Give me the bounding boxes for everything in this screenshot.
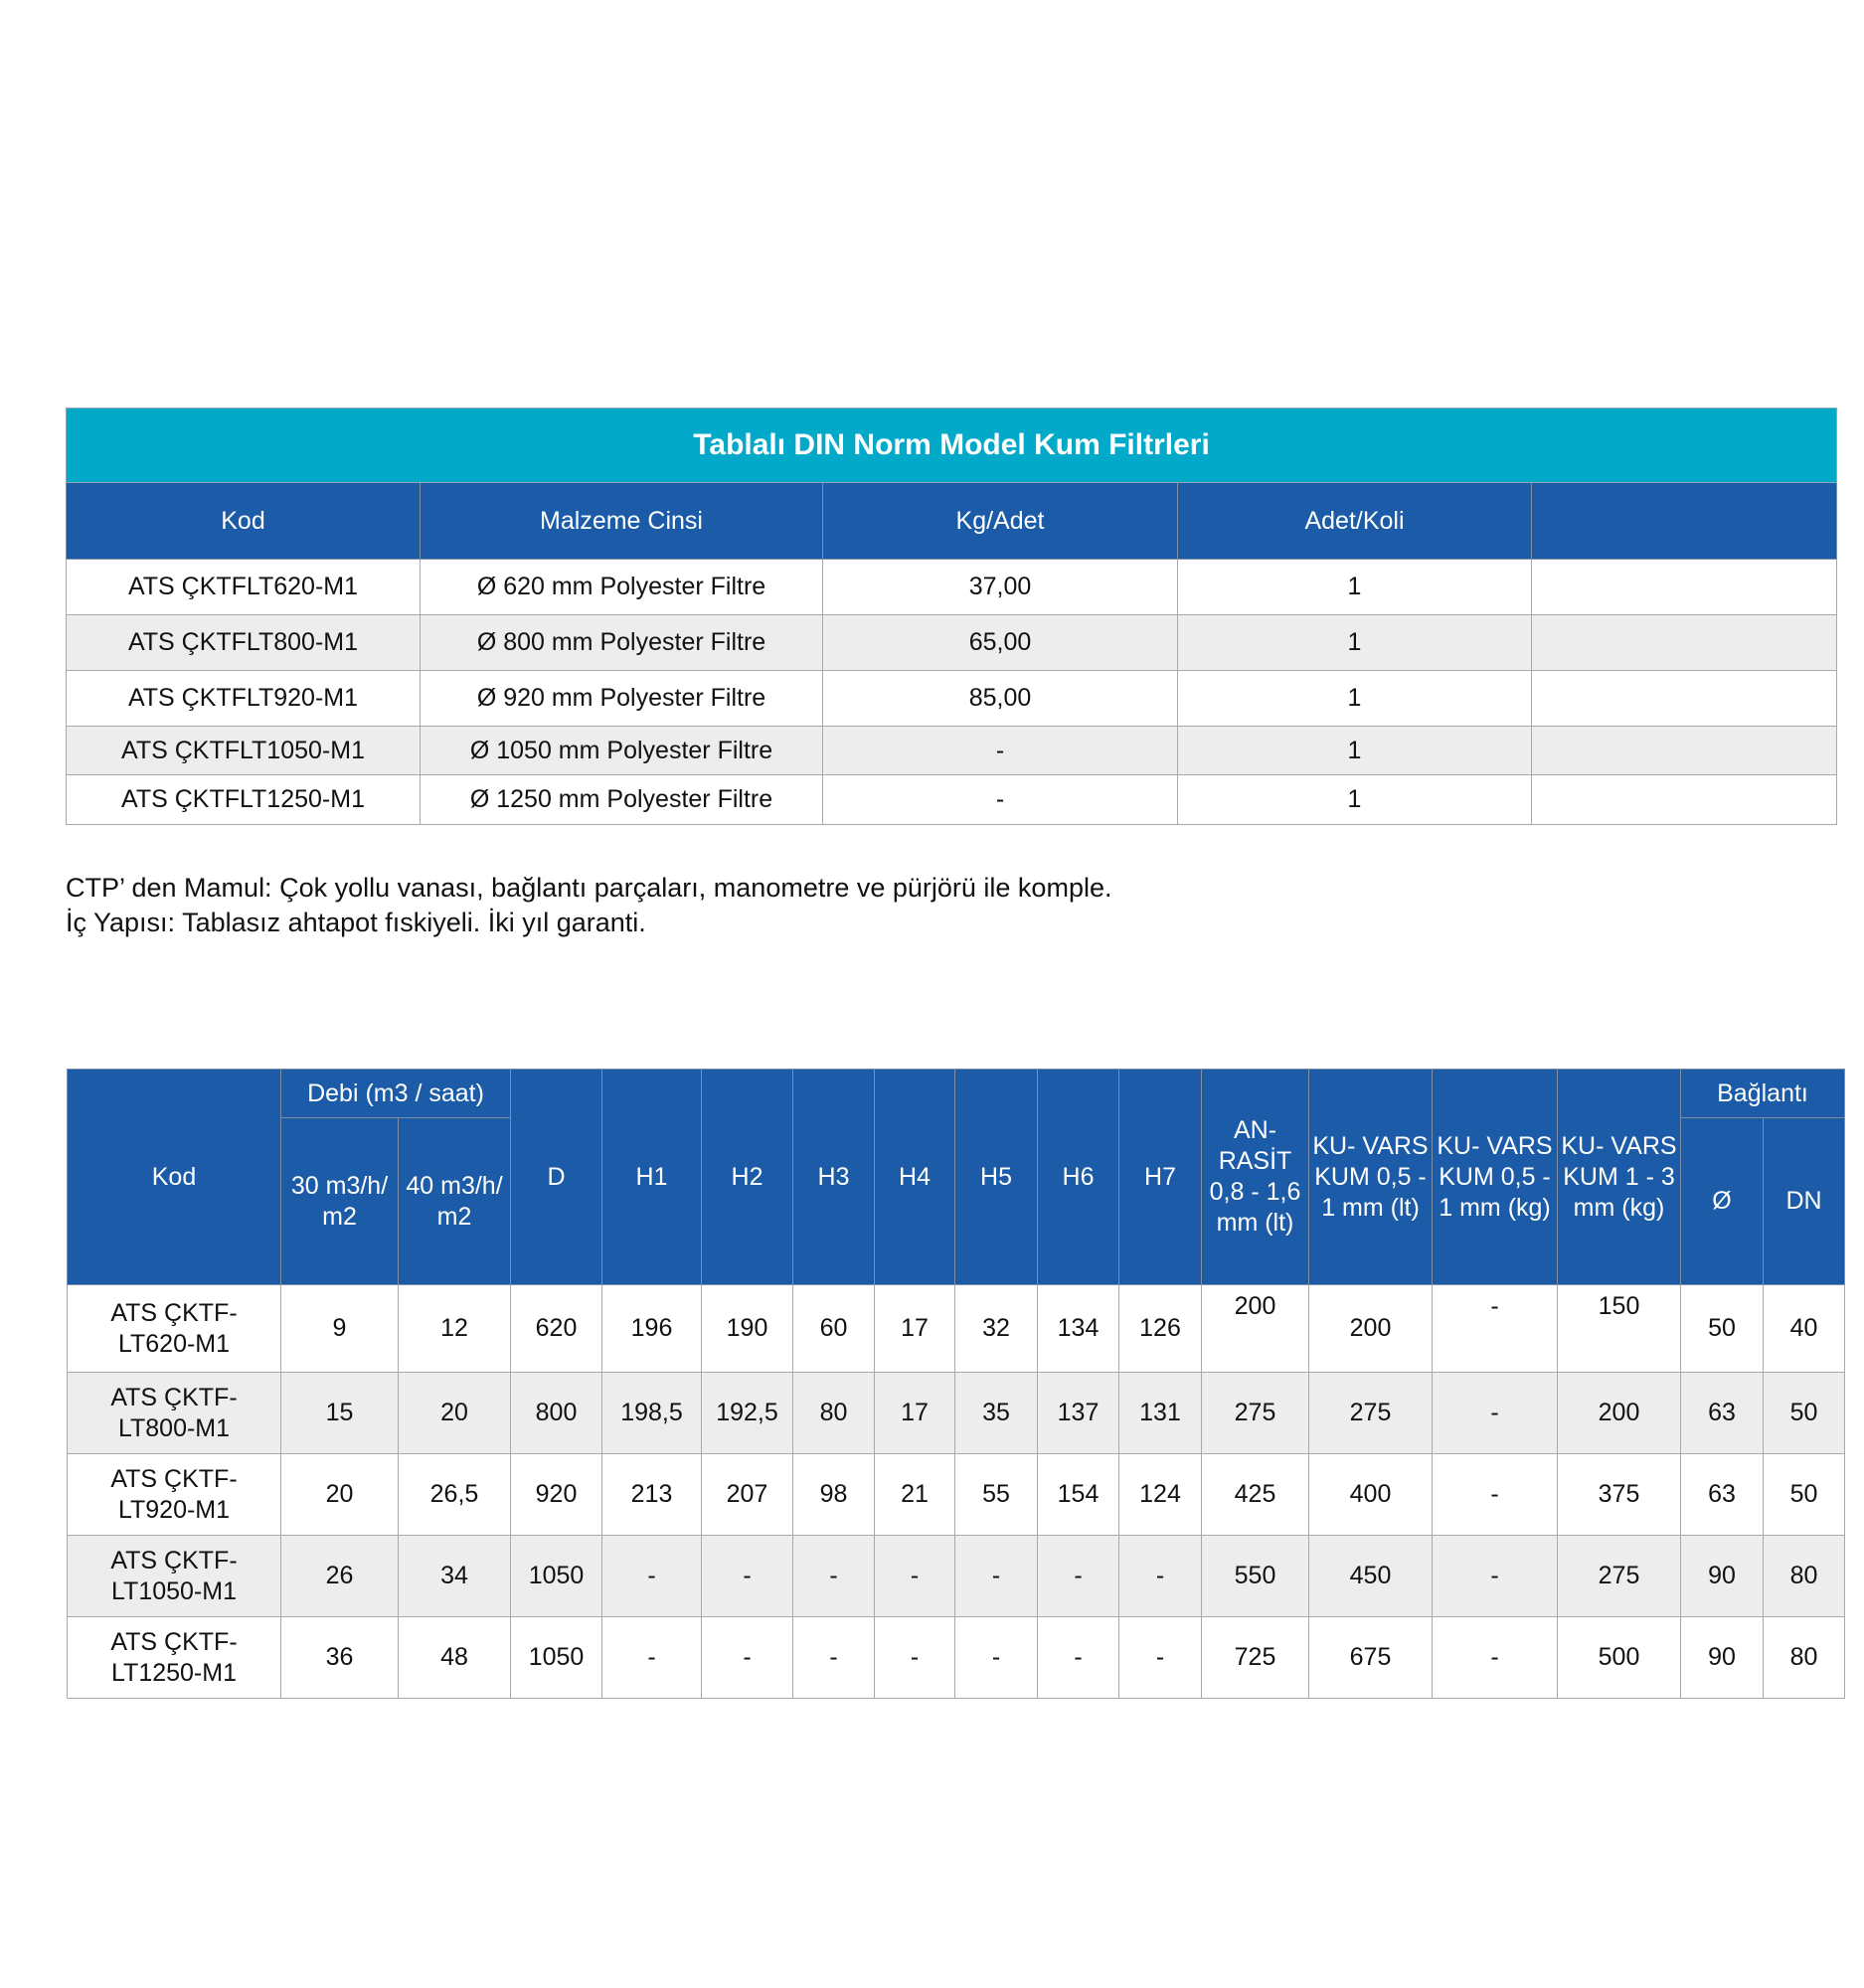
header-kod: Kod [68,1070,281,1285]
cell-antrasit: 425 [1202,1454,1309,1536]
cell-kuvars-kg-13: 275 [1558,1536,1681,1617]
cell-kod: ATS ÇKTF- LT1050-M1 [68,1536,281,1617]
header-baglanti-dn: DN [1764,1118,1845,1285]
cell-h4: - [875,1536,955,1617]
cell-debi-40: 12 [399,1285,511,1373]
cell-h3: - [793,1617,875,1699]
cell-debi-30: 26 [281,1536,399,1617]
cell-kuvars-lt: 400 [1309,1454,1433,1536]
cell-kg: 65,00 [823,615,1178,671]
cell-kod: ATS ÇKTF- LT800-M1 [68,1373,281,1454]
table-row [67,615,1837,671]
cell-h6: - [1038,1617,1119,1699]
header-baglanti-group: Bağlantı [1681,1070,1845,1118]
header-kuvars-kg-05: KU- VARS KUM 0,5 - 1 mm (kg) [1433,1070,1558,1285]
table-row [67,560,1837,615]
table-header-row [68,1070,1845,1118]
cell-d: 1050 [511,1617,602,1699]
cell-h4: 17 [875,1285,955,1373]
cell-kuvars-kg-13: 150 [1558,1285,1681,1373]
cell-kg: - [823,775,1178,825]
cell-adet: 1 [1178,727,1532,775]
cell-h2: - [702,1536,793,1617]
cell-kuvars-kg-05: - [1433,1454,1558,1536]
cell-debi-40: 20 [399,1373,511,1454]
cell-h1: - [602,1617,702,1699]
cell-h3: 60 [793,1285,875,1373]
cell-h4: 17 [875,1373,955,1454]
cell-antrasit: 200 [1202,1285,1309,1373]
cell-h3: 80 [793,1373,875,1454]
header-debi-40: 40 m3/h/ m2 [399,1118,511,1285]
cell-kg: - [823,727,1178,775]
cell-kuvars-kg-13: 500 [1558,1617,1681,1699]
cell-debi-40: 48 [399,1617,511,1699]
table-row [68,1454,1845,1536]
table-row [68,1373,1845,1454]
cell-h5: - [955,1536,1038,1617]
cell-d: 920 [511,1454,602,1536]
cell-h1: 196 [602,1285,702,1373]
cell-debi-30: 36 [281,1617,399,1699]
cell-h2: 190 [702,1285,793,1373]
cell-empty [1532,671,1837,727]
cell-kuvars-kg-05: - [1433,1373,1558,1454]
cell-debi-30: 15 [281,1373,399,1454]
cell-h4: 21 [875,1454,955,1536]
cell-baglanti-dn: 40 [1764,1285,1845,1373]
cell-kg: 37,00 [823,560,1178,615]
dimensions-table-body [68,1285,1845,1699]
cell-d: 800 [511,1373,602,1454]
cell-h7: 126 [1119,1285,1202,1373]
filter-spec-table [66,408,1837,825]
header-kuvars-kg-13: KU- VARS KUM 1 - 3 mm (kg) [1558,1070,1681,1285]
cell-h3: - [793,1536,875,1617]
cell-malzeme: Ø 920 mm Polyester Filtre [421,671,823,727]
header-h5: H5 [955,1070,1038,1285]
cell-kuvars-kg-05: - [1433,1285,1558,1373]
cell-adet: 1 [1178,671,1532,727]
cell-h7: 131 [1119,1373,1202,1454]
cell-kod: ATS ÇKTFLT1250-M1 [67,775,421,825]
cell-d: 1050 [511,1536,602,1617]
cell-debi-30: 9 [281,1285,399,1373]
header-h3: H3 [793,1070,875,1285]
cell-kod: ATS ÇKTF- LT920-M1 [68,1454,281,1536]
table-title: Tablalı DIN Norm Model Kum Filtrleri [67,409,1837,483]
header-debi-30: 30 m3/h/ m2 [281,1118,399,1285]
cell-baglanti-diameter: 63 [1681,1373,1764,1454]
cell-h1: 198,5 [602,1373,702,1454]
header-d: D [511,1070,602,1285]
cell-h5: 35 [955,1373,1038,1454]
cell-h2: 192,5 [702,1373,793,1454]
cell-kuvars-kg-13: 200 [1558,1373,1681,1454]
cell-adet: 1 [1178,615,1532,671]
cell-baglanti-diameter: 50 [1681,1285,1764,1373]
cell-kod: ATS ÇKTFLT1050-M1 [67,727,421,775]
header-kod: Kod [67,483,421,560]
cell-empty [1532,560,1837,615]
header-h2: H2 [702,1070,793,1285]
table-row [67,727,1837,775]
cell-kuvars-kg-05: - [1433,1617,1558,1699]
cell-h7: - [1119,1536,1202,1617]
cell-kuvars-lt: 275 [1309,1373,1433,1454]
header-h4: H4 [875,1070,955,1285]
cell-antrasit: 550 [1202,1536,1309,1617]
cell-kod: ATS ÇKTFLT920-M1 [67,671,421,727]
table-row [68,1285,1845,1373]
table-header-row [67,483,1837,560]
cell-kuvars-kg-13: 375 [1558,1454,1681,1536]
cell-debi-40: 34 [399,1536,511,1617]
cell-antrasit: 725 [1202,1617,1309,1699]
cell-baglanti-dn: 80 [1764,1617,1845,1699]
cell-kuvars-lt: 450 [1309,1536,1433,1617]
cell-kod: ATS ÇKTFLT800-M1 [67,615,421,671]
cell-h7: 124 [1119,1454,1202,1536]
cell-debi-40: 26,5 [399,1454,511,1536]
header-kg-adet: Kg/Adet [823,483,1178,560]
cell-baglanti-diameter: 90 [1681,1617,1764,1699]
table-row [67,671,1837,727]
cell-malzeme: Ø 800 mm Polyester Filtre [421,615,823,671]
product-notes [66,871,1111,940]
cell-baglanti-dn: 50 [1764,1373,1845,1454]
cell-kod: ATS ÇKTF- LT1250-M1 [68,1617,281,1699]
cell-h1: 213 [602,1454,702,1536]
header-debi-group: Debi (m3 / saat) [281,1070,511,1118]
dimensions-table [67,1069,1845,1699]
cell-malzeme: Ø 620 mm Polyester Filtre [421,560,823,615]
cell-malzeme: Ø 1050 mm Polyester Filtre [421,727,823,775]
cell-kod: ATS ÇKTFLT620-M1 [67,560,421,615]
cell-h7: - [1119,1617,1202,1699]
cell-h6: 154 [1038,1454,1119,1536]
cell-h1: - [602,1536,702,1617]
table-row [68,1536,1845,1617]
cell-empty [1532,615,1837,671]
cell-kuvars-lt: 200 [1309,1285,1433,1373]
cell-h6: 137 [1038,1373,1119,1454]
cell-baglanti-diameter: 90 [1681,1536,1764,1617]
note-internal-structure: İç Yapısı: Tablasız ahtapot fıskiyeli. İki yıl garanti. [66,908,646,937]
cell-baglanti-dn: 50 [1764,1454,1845,1536]
header-malzeme-cinsi: Malzeme Cinsi [421,483,823,560]
cell-baglanti-diameter: 63 [1681,1454,1764,1536]
cell-h4: - [875,1617,955,1699]
header-antrasit: AN- RASİT 0,8 - 1,6 mm (lt) [1202,1070,1309,1285]
cell-kg: 85,00 [823,671,1178,727]
cell-adet: 1 [1178,775,1532,825]
cell-d: 620 [511,1285,602,1373]
header-h6: H6 [1038,1070,1119,1285]
cell-h5: 32 [955,1285,1038,1373]
cell-h2: 207 [702,1454,793,1536]
header-h7: H7 [1119,1070,1202,1285]
cell-baglanti-dn: 80 [1764,1536,1845,1617]
table-row [67,775,1837,825]
cell-kuvars-lt: 675 [1309,1617,1433,1699]
header-empty [1532,483,1837,560]
cell-h5: - [955,1617,1038,1699]
cell-kuvars-kg-05: - [1433,1536,1558,1617]
cell-malzeme: Ø 1250 mm Polyester Filtre [421,775,823,825]
header-adet-koli: Adet/Koli [1178,483,1532,560]
cell-adet: 1 [1178,560,1532,615]
cell-h5: 55 [955,1454,1038,1536]
cell-h3: 98 [793,1454,875,1536]
cell-debi-30: 20 [281,1454,399,1536]
cell-h6: 134 [1038,1285,1119,1373]
table-row [68,1617,1845,1699]
cell-h2: - [702,1617,793,1699]
cell-empty [1532,775,1837,825]
header-baglanti-diameter: Ø [1681,1118,1764,1285]
cell-h6: - [1038,1536,1119,1617]
cell-kod: ATS ÇKTF- LT620-M1 [68,1285,281,1373]
header-h1: H1 [602,1070,702,1285]
cell-antrasit: 275 [1202,1373,1309,1454]
cell-empty [1532,727,1837,775]
header-kuvars-lt: KU- VARS KUM 0,5 - 1 mm (lt) [1309,1070,1433,1285]
note-material: CTP’ den Mamul: Çok yollu vanası, bağlantı parçaları, manometre ve pürjörü ile komple. [66,873,1112,903]
